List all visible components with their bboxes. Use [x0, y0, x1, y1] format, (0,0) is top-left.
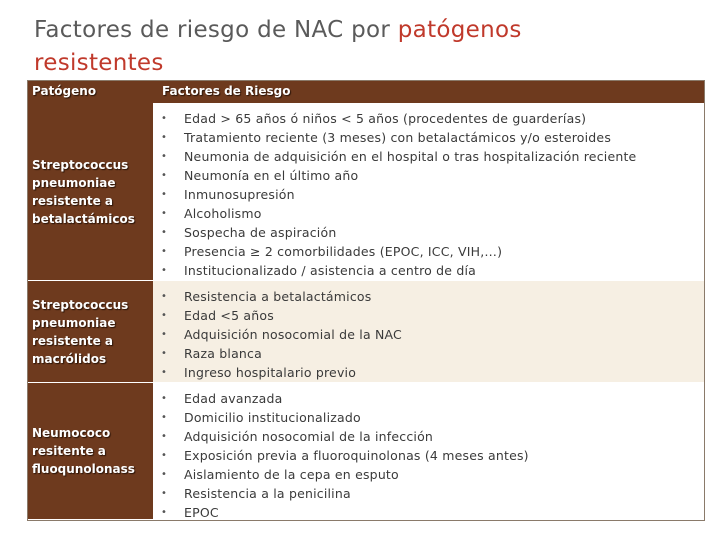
risk-factor-item — [153, 306, 402, 325]
risk-factor-item — [153, 344, 402, 363]
risk-factor-text: Adquisición nosocomial de la NAC — [184, 327, 402, 342]
risk-factor-item — [153, 363, 402, 382]
risk-factor-item — [153, 223, 636, 242]
bullet-icon: • — [161, 393, 168, 404]
bullet-icon: • — [161, 113, 168, 124]
risk-factors-table — [27, 80, 705, 521]
bullet-icon: • — [161, 246, 168, 257]
bullet-icon: • — [161, 367, 168, 378]
risk-factor-text: Presencia ≥ 2 comorbilidades (EPOC, ICC, VIH,…) — [184, 244, 503, 259]
bullet-icon: • — [161, 132, 168, 143]
bullet-icon: • — [161, 507, 168, 518]
risk-factor-text: Neumonía en el último año — [184, 168, 359, 183]
factors-list — [153, 287, 402, 382]
risk-factor-item — [153, 465, 529, 484]
risk-factor-text: Adquisición nosocomial de la infección — [184, 429, 434, 444]
risk-factor-item — [153, 446, 529, 465]
title-text: Factores de riesgo de NAC por — [34, 17, 398, 43]
risk-factor-item — [153, 287, 402, 306]
bullet-icon: • — [161, 329, 168, 340]
bullet-icon: • — [161, 189, 168, 200]
bullet-icon: • — [161, 227, 168, 238]
risk-factor-text: Edad <5 años — [184, 308, 274, 323]
risk-factor-item — [153, 128, 636, 147]
bullet-icon: • — [161, 265, 168, 276]
risk-factor-item — [153, 109, 636, 128]
risk-factor-text: Ingreso hospitalario previo — [184, 365, 357, 380]
risk-factor-item — [153, 166, 636, 185]
risk-factor-text: Aislamiento de la cepa en esputo — [184, 467, 399, 482]
risk-factor-text: Edad avanzada — [184, 391, 283, 406]
risk-factor-text: Inmunosupresión — [184, 187, 295, 202]
risk-factor-item — [153, 261, 636, 280]
risk-factor-item — [153, 204, 636, 223]
factors-list — [153, 389, 529, 522]
title-highlight: patógenos — [397, 17, 522, 43]
risk-factor-text: Edad > 65 años ó niños < 5 años (procedentes de guarderías) — [184, 111, 587, 126]
pathogen-cell — [28, 383, 153, 520]
pathogen-name: Streptococcus pneumoniae resistente a macrólidos — [32, 297, 129, 366]
bullet-icon: • — [161, 488, 168, 499]
bullet-icon: • — [161, 151, 168, 162]
bullet-icon: • — [161, 291, 168, 302]
factors-cell — [153, 383, 704, 520]
risk-factor-text: Resistencia a betalactámicos — [184, 289, 372, 304]
risk-factor-item — [153, 185, 636, 204]
bullet-icon: • — [161, 310, 168, 321]
slide-title — [34, 14, 674, 80]
bullet-icon: • — [161, 469, 168, 480]
pathogen-cell — [28, 281, 153, 383]
risk-factor-item — [153, 147, 636, 166]
pathogen-name: Streptococcus pneumoniae resistente a betalactámicos — [32, 157, 135, 226]
risk-factor-item — [153, 242, 636, 261]
risk-factor-text: Exposición previa a fluoroquinolonas (4 meses antes) — [184, 448, 529, 463]
risk-factor-item — [153, 503, 529, 522]
risk-factor-text: Sospecha de aspiración — [184, 225, 337, 240]
risk-factor-text: Institucionalizado / asistencia a centro de día — [184, 263, 477, 278]
pathogen-name: Neumococo resitente a fluoqunolonass — [32, 426, 135, 476]
factors-cell — [153, 103, 704, 281]
table-header — [28, 81, 704, 103]
bullet-icon: • — [161, 208, 168, 219]
risk-factor-text: Neumonia de adquisición en el hospital o tras hospitalización reciente — [184, 149, 637, 164]
risk-factor-text: Resistencia a la penicilina — [184, 486, 351, 501]
risk-factor-item — [153, 408, 529, 427]
risk-factor-text: EPOC — [184, 505, 219, 520]
header-pathogen: Patógeno — [32, 84, 97, 98]
factors-list — [153, 109, 636, 280]
table-row — [28, 281, 704, 383]
risk-factor-text: Alcoholismo — [184, 206, 262, 221]
risk-factor-item — [153, 427, 529, 446]
table-row — [28, 103, 704, 281]
header-risk-factors: Factores de Riesgo — [162, 84, 291, 98]
bullet-icon: • — [161, 412, 168, 423]
risk-factor-item — [153, 484, 529, 503]
title-text-line2: resistentes — [34, 50, 164, 76]
table-row — [28, 383, 704, 520]
risk-factor-item — [153, 325, 402, 344]
risk-factor-text: Raza blanca — [184, 346, 262, 361]
factors-cell — [153, 281, 704, 383]
bullet-icon: • — [161, 170, 168, 181]
bullet-icon: • — [161, 348, 168, 359]
bullet-icon: • — [161, 431, 168, 442]
risk-factor-text: Domicilio institucionalizado — [184, 410, 361, 425]
bullet-icon: • — [161, 450, 168, 461]
risk-factor-text: Tratamiento reciente (3 meses) con betalactámicos y/o esteroides — [184, 130, 612, 145]
pathogen-cell — [28, 103, 153, 281]
risk-factor-item — [153, 389, 529, 408]
